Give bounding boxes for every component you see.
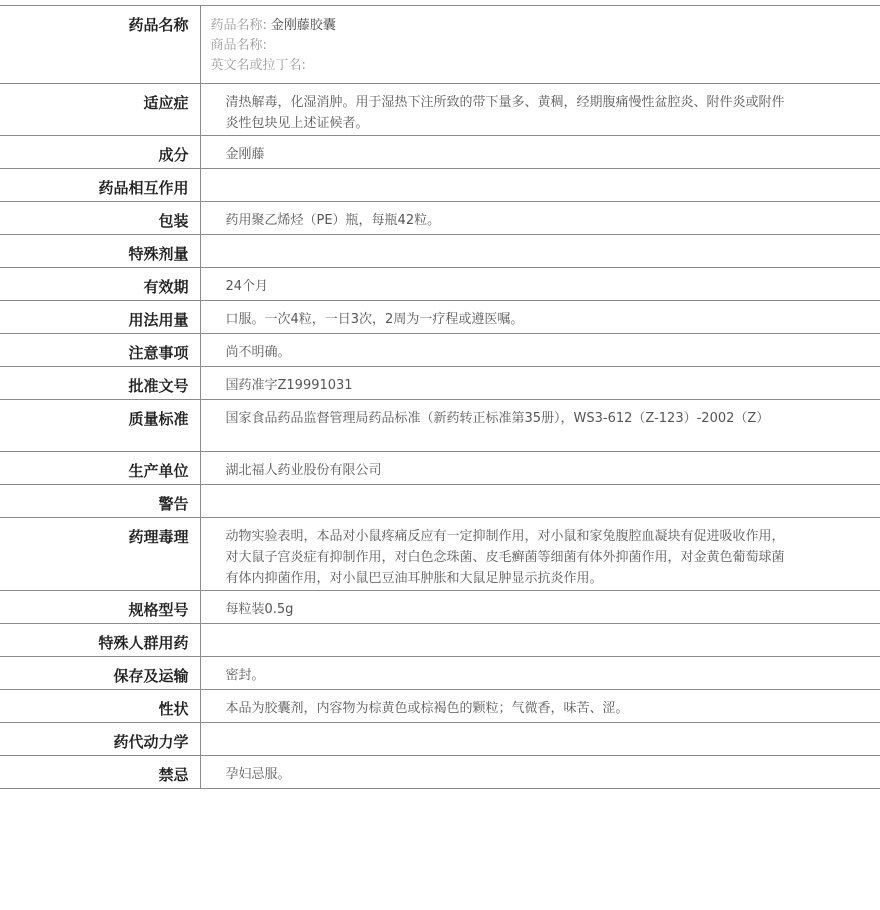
row-value: 口服。一次4粒，一日3次，2周为一疗程或遵医嘱。 [225, 312, 524, 327]
row-label: 药理毒理 [0, 518, 200, 591]
row-value: 密封。 [225, 668, 265, 683]
table-row [0, 657, 880, 690]
table-row [0, 367, 880, 400]
row-value: 药用聚乙烯烃（PE）瓶，每瓶42粒。 [225, 213, 441, 228]
table-row [0, 518, 880, 591]
table-row-drug-name [0, 6, 880, 84]
row-value [200, 624, 880, 657]
row-label: 生产单位 [0, 452, 200, 485]
table-row [0, 723, 880, 756]
row-label: 质量标准 [0, 400, 200, 452]
row-label: 警告 [0, 485, 200, 518]
row-label: 注意事项 [0, 334, 200, 367]
row-label: 药品名称 [0, 6, 200, 84]
drug-name-cell [200, 6, 880, 84]
row-label: 特殊人群用药 [0, 624, 200, 657]
table-row [0, 268, 880, 301]
row-value [200, 723, 880, 756]
row-label: 禁忌 [0, 756, 200, 789]
row-value: 国家食品药品监督管理局药品标准（新药转正标准第35册），WS3-612（Z-123）-2002（Z） [225, 411, 770, 426]
table-row [0, 169, 880, 202]
row-value: 每粒装0.5g [225, 602, 294, 617]
row-label: 保存及运输 [0, 657, 200, 690]
row-value [200, 169, 880, 202]
table-row [0, 334, 880, 367]
row-value: 国药准字Z19991031 [225, 378, 353, 393]
row-label: 特殊剂量 [0, 235, 200, 268]
table-row [0, 202, 880, 235]
table-row [0, 84, 880, 136]
row-label: 规格型号 [0, 591, 200, 624]
english-name-line [211, 56, 791, 76]
row-value: 本品为胶囊剂，内容物为棕黄色或棕褐色的颗粒；气微香，味苦、涩。 [225, 701, 629, 716]
table-row [0, 690, 880, 723]
row-value [200, 235, 880, 268]
row-value: 清热解毒，化湿消肿。用于湿热下注所致的带下量多、黄稠，经期腹痛慢性盆腔炎、附件炎或附件炎性包块见上述证候者。 [225, 95, 785, 131]
row-label: 性状 [0, 690, 200, 723]
table-row [0, 591, 880, 624]
row-value [200, 485, 880, 518]
row-value: 24个月 [225, 279, 269, 294]
row-value: 动物实验表明，本品对小鼠疼痛反应有一定抑制作用，对小鼠和家兔腹腔血凝块有促进吸收作用，对大鼠子宫炎症有抑制作用，对白色念珠菌、皮毛癣菌等细菌有体外抑菌作用，对金黄色葡萄球菌有体内抑菌作用，对小鼠巴豆油耳肿胀和大鼠足肿显示抗炎作用。 [225, 529, 785, 586]
drug-name-value: 金刚藤胶囊 [270, 18, 336, 33]
trade-name-key: 商品名称: [210, 38, 267, 53]
row-label: 用法用量 [0, 301, 200, 334]
row-label: 药代动力学 [0, 723, 200, 756]
row-label: 成分 [0, 136, 200, 169]
row-label: 药品相互作用 [0, 169, 200, 202]
drug-name-line [211, 16, 791, 36]
table-row [0, 235, 880, 268]
table-row [0, 136, 880, 169]
row-label: 包装 [0, 202, 200, 235]
drug-spec-table [0, 5, 880, 789]
row-value: 孕妇忌服。 [225, 767, 291, 782]
drug-name-key: 药品名称: [210, 18, 267, 33]
trade-name-line [211, 36, 791, 56]
table-row [0, 756, 880, 789]
table-row [0, 301, 880, 334]
table-row [0, 400, 880, 452]
row-label: 有效期 [0, 268, 200, 301]
english-name-key: 英文名或拉丁名: [210, 58, 306, 73]
row-value: 金刚藤 [225, 147, 265, 162]
row-label: 适应症 [0, 84, 200, 136]
row-label: 批准文号 [0, 367, 200, 400]
row-value: 尚不明确。 [225, 345, 291, 360]
table-row [0, 452, 880, 485]
row-value: 湖北福人药业股份有限公司 [225, 463, 382, 478]
table-row [0, 624, 880, 657]
table-row [0, 485, 880, 518]
